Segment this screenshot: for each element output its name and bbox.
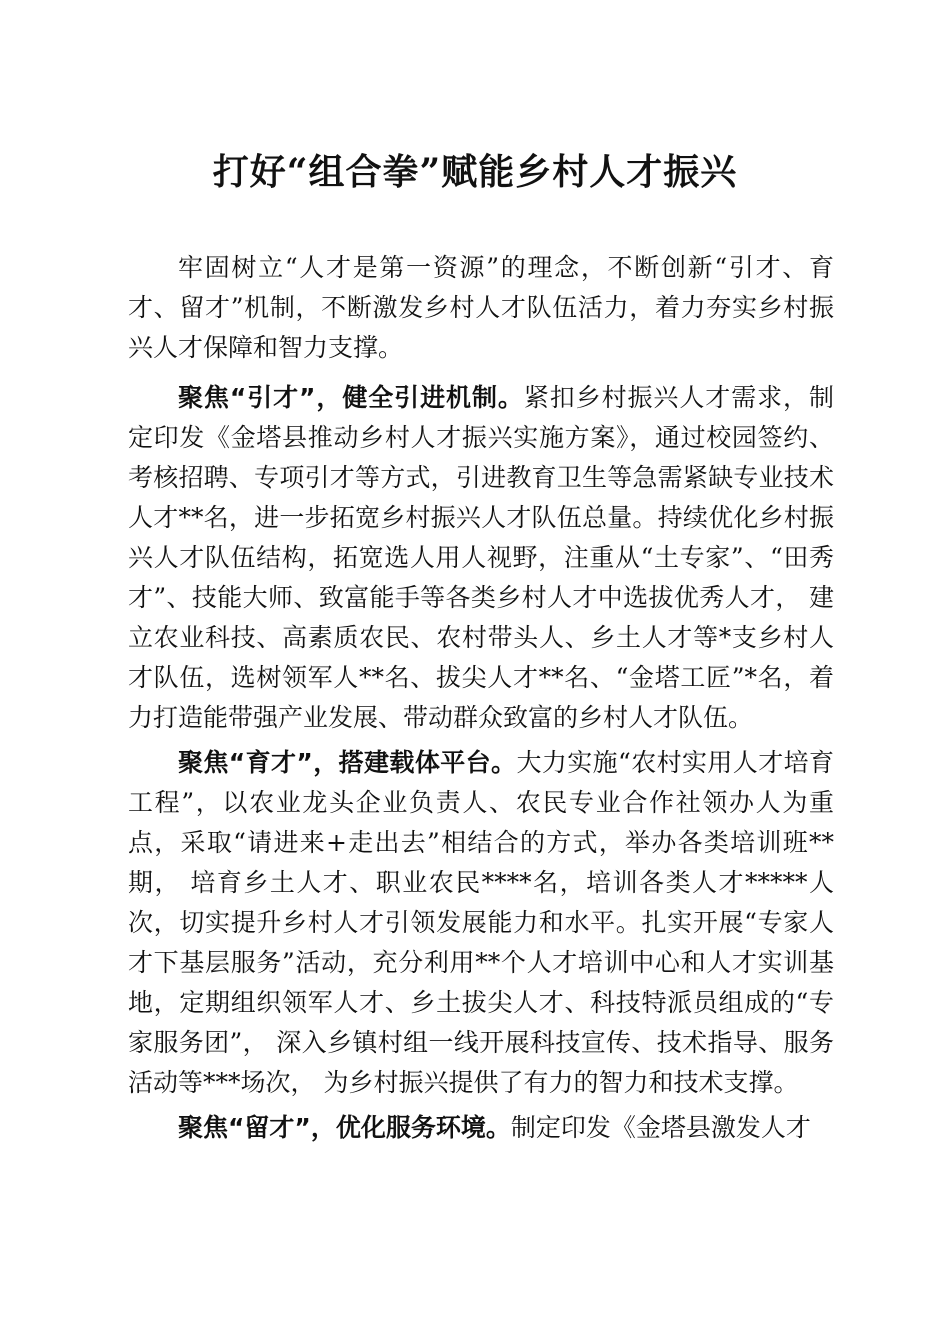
document-title: 打好“组合拳”赋能乡村人才振兴 — [212, 151, 738, 193]
section-heading-retain: 聚焦“留才”，优化服务环境。 — [178, 1113, 511, 1142]
section-text-cultivate: 大力实施“农村实用人才培育工程”，以农业龙头企业负责人、农民专业合作社领办人为重点，采取“请进来+走出去”相结合的方式，举办各类培训班**期， 培育乡土人才、职业农民****名，培训各类人才*****人次，切实提升乡村人才引领发展能力和水平。扎实开展“专家人才下基层服务”活动，充分利用**个人才培训中心和人才实训基地，定期组织领军人才、乡土拔尖人才、科技特派员组成的“专家服务团”， 深入乡镇村组一线开展科技宣传、技术指导、服务活动等***场次， 为乡村振兴提供了有力的智力和技术支撑。 — [128, 748, 834, 1097]
section-text-retain: 制定印发《金塔县激发人才 — [510, 1113, 811, 1142]
section-text-recruit: 紧扣乡村振兴人才需求，制定印发《金塔县推动乡村人才振兴实施方案》，通过校园签约、考核招聘、专项引才等方式，引进教育卫生等急需紧缺专业技术人才**名，进一步拓宽乡村振兴人才队伍总量。持续优化乡村振兴人才队伍结构，拓宽选人用人视野，注重从“土专家”、“田秀才”、技能大师、致富能手等各类乡村人才中选拔优秀人才， 建立农业科技、高素质农民、农村带头人、乡土人才等*支乡村人 才队伍，选树领军人**名、拔尖人才**名、“金塔工匠”*名，着 力打造能带强产业发展、带动群众致富的乡村人才队伍。 — [128, 383, 834, 732]
intro-paragraph: 牢固树立“人才是第一资源”的理念，不断创新“引才、育才、留才”机制，不断激发乡村人才队伍活力，着力夯实乡村振兴人才保障和智力支撑。 — [128, 253, 834, 362]
section-heading-cultivate: 聚焦“育才”，搭建载体平台。 — [178, 748, 517, 777]
section-paragraph-cultivate — [128, 743, 834, 1103]
section-heading-recruit: 聚焦“引才”，健全引进机制。 — [178, 383, 524, 412]
document-body — [128, 248, 834, 1153]
section-paragraph-recruit — [128, 378, 834, 738]
section-paragraph-retain — [128, 1108, 834, 1148]
